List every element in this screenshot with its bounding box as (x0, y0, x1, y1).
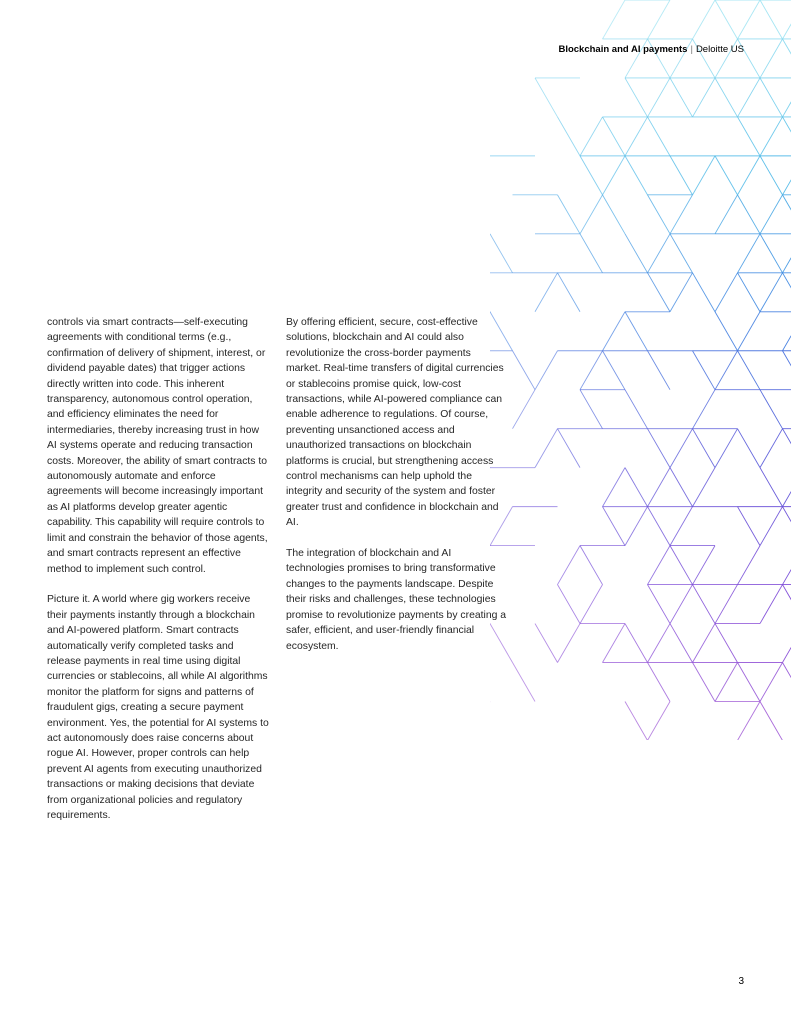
pattern-line (715, 585, 738, 624)
pattern-line (670, 429, 693, 468)
pattern-line (490, 234, 513, 273)
right-text-column (286, 315, 508, 669)
pattern-line (670, 273, 693, 312)
pattern-line (738, 156, 761, 195)
pattern-line (670, 624, 693, 663)
pattern-line (693, 78, 716, 117)
pattern-line (693, 468, 716, 507)
pattern-line (603, 195, 626, 234)
pattern-line (648, 429, 671, 468)
pattern-line (625, 624, 648, 663)
pattern-line (738, 195, 761, 234)
pattern-line (738, 117, 761, 156)
pattern-line (760, 429, 783, 468)
body-paragraph: Picture it. A world where gig workers receive their payments instantly through a blockchain and AI-powered platform. Smart contracts automatically verify completed tasks and release payments in real time using digital currencies or stablecoins, all while AI algorithms monitor the platform for signs and patterns of fraudulent gigs, creating a secure payment environment. Yes, the potential for AI systems to act autonomously does raise concerns about rogue AI. However, proper controls can help prevent AI agents from executing unauthorized transactions or making decisions that deviate from organizational policies and regulatory requirements. (47, 594, 269, 821)
body-paragraph: controls via smart contracts—self-executing agreements with conditional terms (e.g., confirmation of delivery of shipment, interest, or dividend payable dates) that trigger actions directly written into code. This inherent transparency, autonomous control operation, and efficiency eliminates the need for intermediaries, thereby increasing trust in how AI systems operate and reducing transaction costs. Moreover, the ability of smart contracts to autonomously automate and enforce agreements will become increasingly important as AI platforms develop greater agentic capability. This capability will require controls to limit and constrain the behavior of those agents, and smart contracts represent an effective method to implement such control. (47, 317, 268, 575)
pattern-line (603, 507, 626, 546)
pattern-line (648, 507, 671, 546)
pattern-line (625, 117, 648, 156)
pattern-line (738, 234, 761, 273)
pattern-line (603, 624, 626, 663)
pattern-line (760, 701, 783, 740)
pattern-line (603, 312, 626, 351)
pattern-line (738, 78, 761, 117)
pattern-line (580, 390, 603, 429)
pattern-line (558, 273, 581, 312)
pattern-line (625, 312, 648, 351)
pattern-line (648, 351, 671, 390)
pattern-line (648, 663, 671, 702)
pattern-line (783, 585, 791, 624)
pattern-line (738, 273, 761, 312)
pattern-line (625, 156, 648, 195)
pattern-line (625, 390, 648, 429)
pattern-line (648, 585, 671, 624)
pattern-line (648, 701, 671, 740)
pattern-line (760, 39, 783, 78)
pattern-line (603, 0, 626, 39)
pattern-line (715, 195, 738, 234)
pattern-line (535, 624, 558, 663)
pattern-line (558, 429, 581, 468)
pattern-line (670, 468, 693, 507)
pattern-line (760, 156, 783, 195)
pattern-line (535, 351, 558, 390)
pattern-line (783, 195, 791, 234)
pattern-line (715, 624, 738, 663)
pattern-line (738, 546, 761, 585)
pattern-line (558, 585, 581, 624)
pattern-line (783, 156, 791, 195)
pattern-line (558, 546, 581, 585)
triangle-pattern-graphic (490, 0, 791, 740)
pattern-line (783, 78, 791, 117)
pattern-line (693, 624, 716, 663)
report-title: Blockchain and AI payments (558, 44, 688, 55)
pattern-line (693, 156, 716, 195)
pattern-line (648, 117, 671, 156)
pattern-line (603, 117, 626, 156)
pattern-line (580, 234, 603, 273)
pattern-line (648, 273, 671, 312)
pattern-line (783, 468, 791, 507)
pattern-line (715, 273, 738, 312)
pattern-line (670, 78, 693, 117)
pattern-line (580, 351, 603, 390)
pattern-line (760, 273, 783, 312)
pattern-line (693, 663, 716, 702)
pattern-line (648, 78, 671, 117)
pattern-line (783, 312, 791, 351)
page-header (558, 44, 744, 55)
pattern-line (760, 234, 783, 273)
body-paragraph: The integration of blockchain and AI technologies promises to bring transformative changes to the payments landscape. Despite their risks and challenges, these technologies promise to revolutionize payments by creating a safer, efficient, and user-friendly financial ecosystem. (286, 548, 507, 652)
body-paragraph: By offering efficient, secure, cost-effective solutions, blockchain and AI could also revolutionize the cross-border payments market. Real-time transfers of digital currencies or stablecoins promise quick, low-cost transactions, while AI-powered compliance can enable adherence to regulations. Of course, preventing unsanctioned access and unauthorized transactions on blockchain platforms is crucial, but strengthening access control mechanisms can help uphold the integrity and security of the system and foster greater trust and confidence in blockchain and AI. (286, 317, 504, 529)
pattern-line (715, 78, 738, 117)
pattern-line (715, 156, 738, 195)
pattern-line (715, 351, 738, 390)
pattern-line (603, 156, 626, 195)
pattern-line (715, 0, 738, 39)
pattern-line (580, 156, 603, 195)
pattern-line (648, 195, 671, 234)
pattern-line (738, 701, 761, 740)
pattern-line (625, 507, 648, 546)
pattern-line (558, 195, 581, 234)
pattern-line (738, 0, 761, 39)
pattern-line (783, 429, 791, 468)
pattern-line (760, 117, 783, 156)
pattern-line (535, 273, 558, 312)
pattern-line (760, 78, 783, 117)
pattern-line (715, 429, 738, 468)
pattern-line (625, 78, 648, 117)
pattern-line (783, 0, 791, 39)
pattern-line (738, 663, 761, 702)
pattern-line (760, 195, 783, 234)
pattern-line (603, 468, 626, 507)
pattern-line (580, 117, 603, 156)
pattern-line (738, 429, 761, 468)
pattern-line (693, 0, 716, 39)
pattern-line (693, 351, 716, 390)
pattern-line (625, 701, 648, 740)
header-separator: | (690, 44, 693, 55)
pattern-line (648, 624, 671, 663)
brand-name: Deloitte US (695, 44, 744, 55)
pattern-line (648, 468, 671, 507)
pattern-line (535, 78, 558, 117)
pattern-line (648, 234, 671, 273)
pattern-line (715, 312, 738, 351)
pattern-line (558, 624, 581, 663)
pattern-line (760, 663, 783, 702)
pattern-line (693, 429, 716, 468)
pattern-line (535, 429, 558, 468)
pattern-line (783, 507, 791, 546)
pattern-line (783, 273, 791, 312)
pattern-line (783, 624, 791, 663)
pattern-line (760, 468, 783, 507)
left-text-column (47, 315, 269, 839)
page-number: 3 (738, 976, 744, 987)
pattern-line (580, 195, 603, 234)
pattern-line (693, 390, 716, 429)
pattern-line (760, 507, 783, 546)
pattern-line (558, 117, 581, 156)
pattern-line (783, 39, 791, 78)
pattern-line (580, 546, 603, 585)
pattern-line (670, 546, 693, 585)
pattern-line (625, 234, 648, 273)
pattern-line (783, 117, 791, 156)
pattern-line (625, 468, 648, 507)
pattern-line (513, 351, 536, 390)
pattern-line (693, 546, 716, 585)
pattern-line (670, 234, 693, 273)
pattern-line (648, 0, 671, 39)
pattern-line (670, 507, 693, 546)
pattern-line (670, 585, 693, 624)
pattern-line (648, 546, 671, 585)
pattern-line (670, 195, 693, 234)
pattern-line (738, 507, 761, 546)
pattern-line (760, 0, 783, 39)
pattern-line (580, 585, 603, 624)
pattern-line (738, 312, 761, 351)
pattern-line (693, 585, 716, 624)
pattern-line (513, 390, 536, 429)
pattern-line (783, 351, 791, 390)
pattern-line (760, 390, 783, 429)
pattern-line (783, 663, 791, 702)
pattern-line (603, 351, 626, 390)
pattern-line (783, 546, 791, 585)
pattern-line (513, 663, 536, 702)
pattern-line (670, 156, 693, 195)
pattern-line (738, 351, 761, 390)
pattern-line (715, 663, 738, 702)
pattern-line (783, 234, 791, 273)
pattern-line (693, 273, 716, 312)
pattern-line (760, 585, 783, 624)
